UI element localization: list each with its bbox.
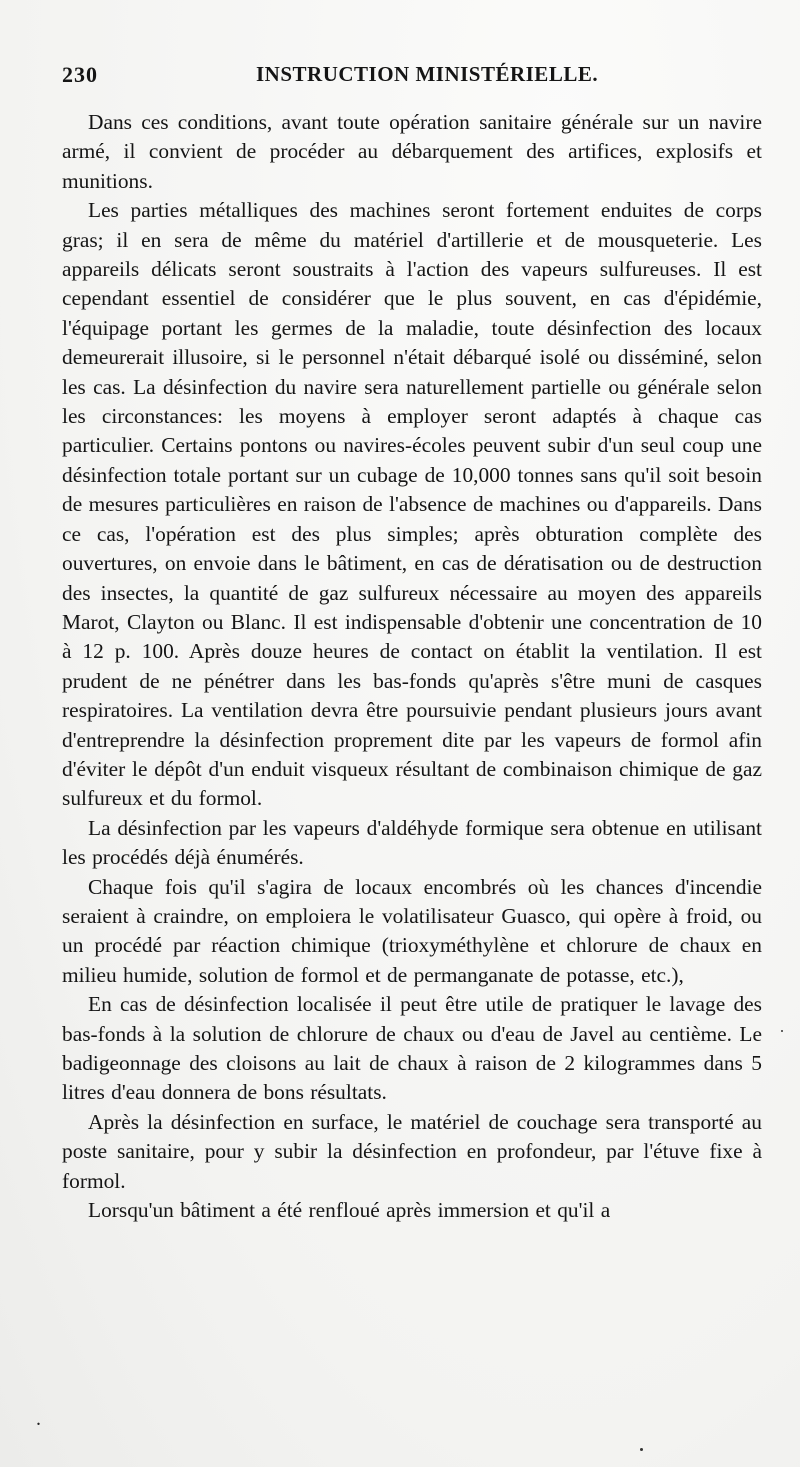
paragraph-aldehyde: La désinfection par les vapeurs d'aldéhyde formique sera obtenue en utilisant les procédés déjà énumérés. [62, 815, 762, 870]
running-title: INSTRUCTION MINISTÉRIELLE. [256, 62, 599, 86]
paragraph-renfloue: Lorsqu'un bâtiment a été renfloué après immersion et qu'il a [88, 1198, 611, 1223]
body-text [62, 108, 762, 1225]
ink-speck [640, 1448, 643, 1451]
page-number: 230 [62, 62, 98, 87]
paragraph-artifices: Dans ces conditions, avant toute opération sanitaire générale sur un navire armé, il convient de procéder au débarquement des artifices, explosifs et munitions. [62, 110, 762, 193]
margin-mark: . [36, 1408, 41, 1430]
paragraph-sulfureux: Les parties métalliques des machines seront fortement enduites de corps gras; il en sera de même du matériel d'artillerie et de mousqueterie. Les appareils délicats seront soustraits à l'action des vapeurs sulfureuses. Il est cependant essentiel de considérer que le plus souvent, en cas d'épidémie, l'équipage portant les germes de la maladie, toute désinfection des locaux demeurerait illusoire, si le personnel n'était débarqué isolé ou disséminé, selon les cas. La désinfection du navire sera naturellement partielle ou générale selon les circonstances: les moyens à employer seront adaptés à chaque cas particulier. Certains pontons ou navires-écoles peuvent subir d'un seul coup une désinfection totale portant sur un cubage de 10,000 tonnes sans qu'il soit besoin de mesures particulières en raison de l'absence de machines ou d'appareils. Dans ce cas, l'opération est des plus simples; après obturation complète des ouvertures, on envoie dans le bâtiment, en cas de dératisation ou de destruction des insectes, la quantité de gaz sulfureux nécessaire au moyen des appareils Marot, Clayton ou Blanc. Il est indispensable d'obtenir une concentration de 10 à 12 p. 100. Après douze heures de contact on établit la ventilation. Il est prudent de ne pénétrer dans les bas-fonds qu'après s'être muni de casques respiratoires. La ventilation devra être poursuivie pendant plusieurs jours avant d'entreprendre la désinfection proprement dite par les vapeurs de formol afin d'éviter le dépôt d'un enduit visqueux résultant de combinaison chimique de gaz sulfureux et du formol. [62, 198, 762, 811]
page-header [62, 62, 762, 94]
paragraph-lavage: En cas de désinfection localisée il peut être utile de pratiquer le lavage des bas-fonds à la solution de chlorure de chaux ou d'eau de Javel au centième. Le badigeonnage des cloisons au lait de chaux à raison de 2 kilogrammes dans 5 litres d'eau donnera de bons résultats. [62, 992, 762, 1105]
paragraph-guasco: Chaque fois qu'il s'agira de locaux encombrés où les chances d'incendie seraient à craindre, on emploiera le volatilisateur Guasco, qui opère à froid, ou un procédé par réaction chimique (trioxyméthylène et chlorure de chaux en milieu humide, solution de formol et de permanganate de potasse, etc.), [62, 874, 762, 987]
paragraph-couchage: Après la désinfection en surface, le matériel de couchage sera transporté au poste sanitaire, pour y subir la désinfection en profondeur, par l'étuve fixe à formol. [62, 1109, 762, 1193]
ink-speck [781, 1030, 783, 1032]
